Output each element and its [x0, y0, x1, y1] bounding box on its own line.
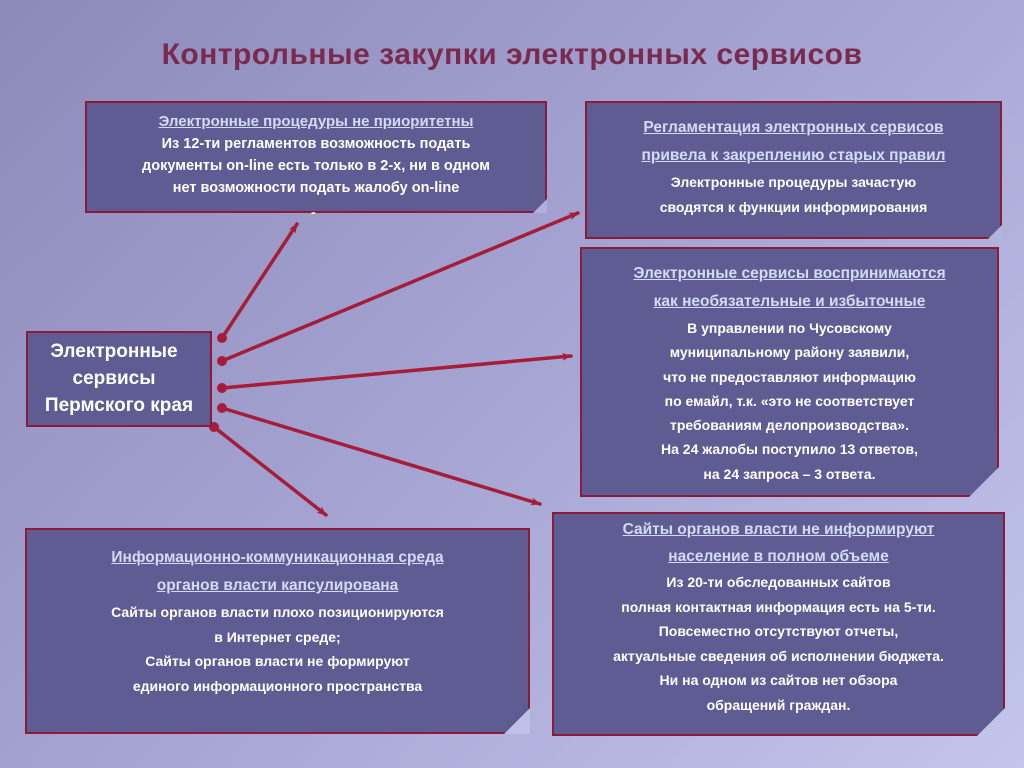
center-line: сервисы: [72, 368, 156, 389]
center-line: Электронные: [50, 341, 178, 362]
box4-line: Сайты органов власти плохо позиционируются: [111, 604, 444, 620]
box3-line: В управлении по Чусовскому: [687, 320, 892, 336]
box5-heading: Сайты органов власти не информируют: [622, 521, 935, 538]
box5-line: полная контактная информация есть на 5-ти.: [621, 598, 936, 615]
box-services-optional: [580, 247, 999, 497]
box3-line: На 24 жалобы поступило 13 ответов,: [661, 441, 918, 458]
center-line: Пермского края: [44, 395, 194, 416]
box-procedures-not-priority: [85, 101, 547, 213]
box4-line: Сайты органов власти не формируют: [145, 653, 410, 669]
arrow-origin-dot: [217, 333, 227, 343]
box3-line: что не предоставляют информацию: [663, 368, 916, 385]
box5-line: актуальные сведения об исполнении бюджета.: [613, 647, 944, 664]
box5-line: обращений граждан.: [706, 696, 851, 713]
arrow-to-box5: [222, 408, 540, 504]
center-box: [26, 331, 212, 427]
arrow-origin-dot: [217, 356, 227, 366]
box3-line: требованиям делопроизводства».: [670, 417, 909, 434]
box-regulation: [585, 101, 1002, 239]
box3-line: на 24 запроса – 3 ответа.: [703, 465, 876, 482]
box4-line: единого информационного пространства: [132, 677, 423, 694]
box-ict-encapsulated: [25, 528, 530, 734]
page-fold: [533, 199, 547, 213]
box1-line: Из 12-ти регламентов возможность подать: [161, 136, 471, 152]
box1-heading: Электронные процедуры не приоритетны: [158, 113, 474, 130]
box3-line: муниципальному району заявили,: [669, 344, 910, 361]
arrow-to-box2: [222, 213, 578, 361]
box-sites-not-informing: [552, 512, 1005, 736]
slide-title: Контрольные закупки электронных сервисов: [161, 38, 863, 71]
box5-line: Из 20-ти обследованных сайтов: [666, 574, 891, 590]
box4-line: в Интернет среде;: [214, 628, 341, 645]
arrow-origin-dot: [217, 403, 227, 413]
page-fold: [977, 708, 1005, 736]
arrow-to-box1: [222, 224, 297, 338]
box3-heading: Электронные сервисы воспринимаются: [633, 265, 946, 282]
box1-line: нет возможности подать жалобу on-line: [172, 180, 460, 196]
page-fold: [988, 225, 1002, 239]
box2-line: сводятся к функции информирования: [659, 199, 928, 215]
arrow-to-box3: [222, 356, 571, 388]
box4-heading: органов власти капсулирована: [156, 577, 399, 594]
box1-line: документы on-line есть только в 2-х, ни в одном: [142, 158, 490, 174]
box5-line: Повсеместно отсутствуют отчеты,: [658, 623, 899, 639]
page-fold: [969, 467, 999, 497]
box5-line: Ни на одном из сайтов нет обзора: [659, 672, 898, 688]
page-fold: [504, 708, 530, 734]
arrow-to-box4: [214, 427, 326, 515]
box4-heading: Информационно-коммуникационная среда: [111, 549, 444, 566]
box5-heading: население в полном объеме: [668, 548, 889, 565]
arrow-origin-dot: [217, 383, 227, 393]
box3-heading: как необязательные и избыточные: [653, 293, 926, 310]
box1-dash: -: [311, 204, 316, 220]
box2-heading: привела к закреплению старых правил: [641, 147, 946, 164]
box2-heading: Регламентация электронных сервисов: [643, 119, 944, 136]
box2-line: Электронные процедуры зачастую: [670, 174, 917, 190]
box3-line: по емайл, т.к. «это не соответствует: [664, 392, 915, 409]
